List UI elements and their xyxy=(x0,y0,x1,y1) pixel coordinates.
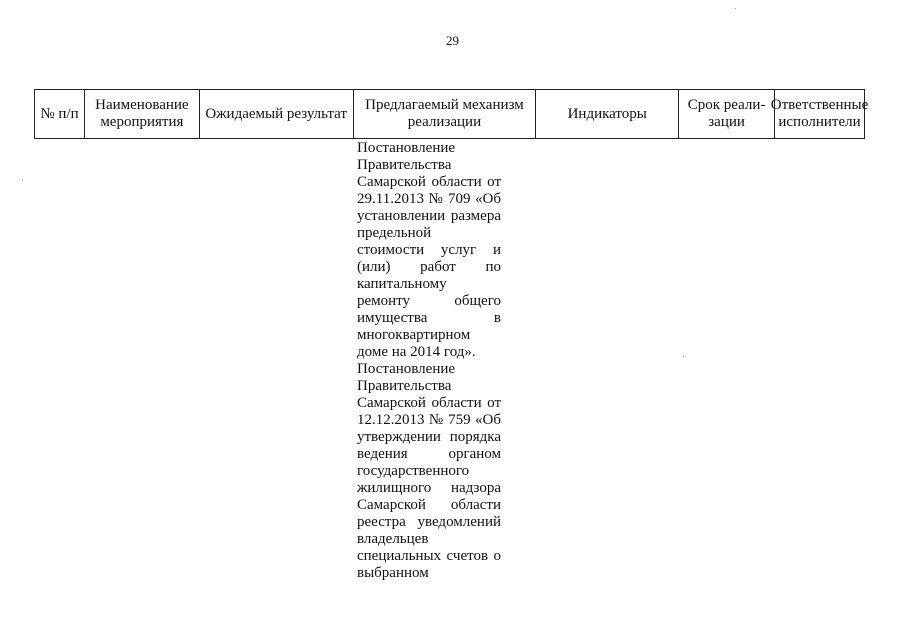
header-event-name: Наименование мероприятия xyxy=(85,90,200,138)
header-number: № п/п xyxy=(35,90,85,138)
scan-speck xyxy=(22,180,23,181)
mechanism-paragraph-1: Постановление Правительства Самарской области от 29.11.2013 № 709 «Об установлении размера предельной стоимости услуг и (или) работ по капитальному ремонту общего имущества в многоквартирном доме на 2014 год». xyxy=(357,140,501,360)
header-expected-result: Ожидаемый результат xyxy=(200,90,354,138)
table-header-row xyxy=(34,89,869,139)
mechanism-cell-text xyxy=(357,140,501,582)
header-mechanism: Предлагаемый механизм реализации xyxy=(354,90,537,138)
scan-speck xyxy=(735,8,736,9)
mechanism-paragraph-2: Постановление Правительства Самарской области от 12.12.2013 № 759 «Об утверждении порядка ведения органом государственного жилищного надзора Самарской области реестра уведомлений владельцев специальных счетов о выбранном xyxy=(357,361,501,581)
header-responsible: Ответственные исполнители xyxy=(775,90,865,138)
header-indicators: Индикаторы xyxy=(536,90,679,138)
scan-speck xyxy=(683,356,684,357)
header-term: Срок реали-зации xyxy=(679,90,775,138)
page-number: 29 xyxy=(446,33,459,48)
